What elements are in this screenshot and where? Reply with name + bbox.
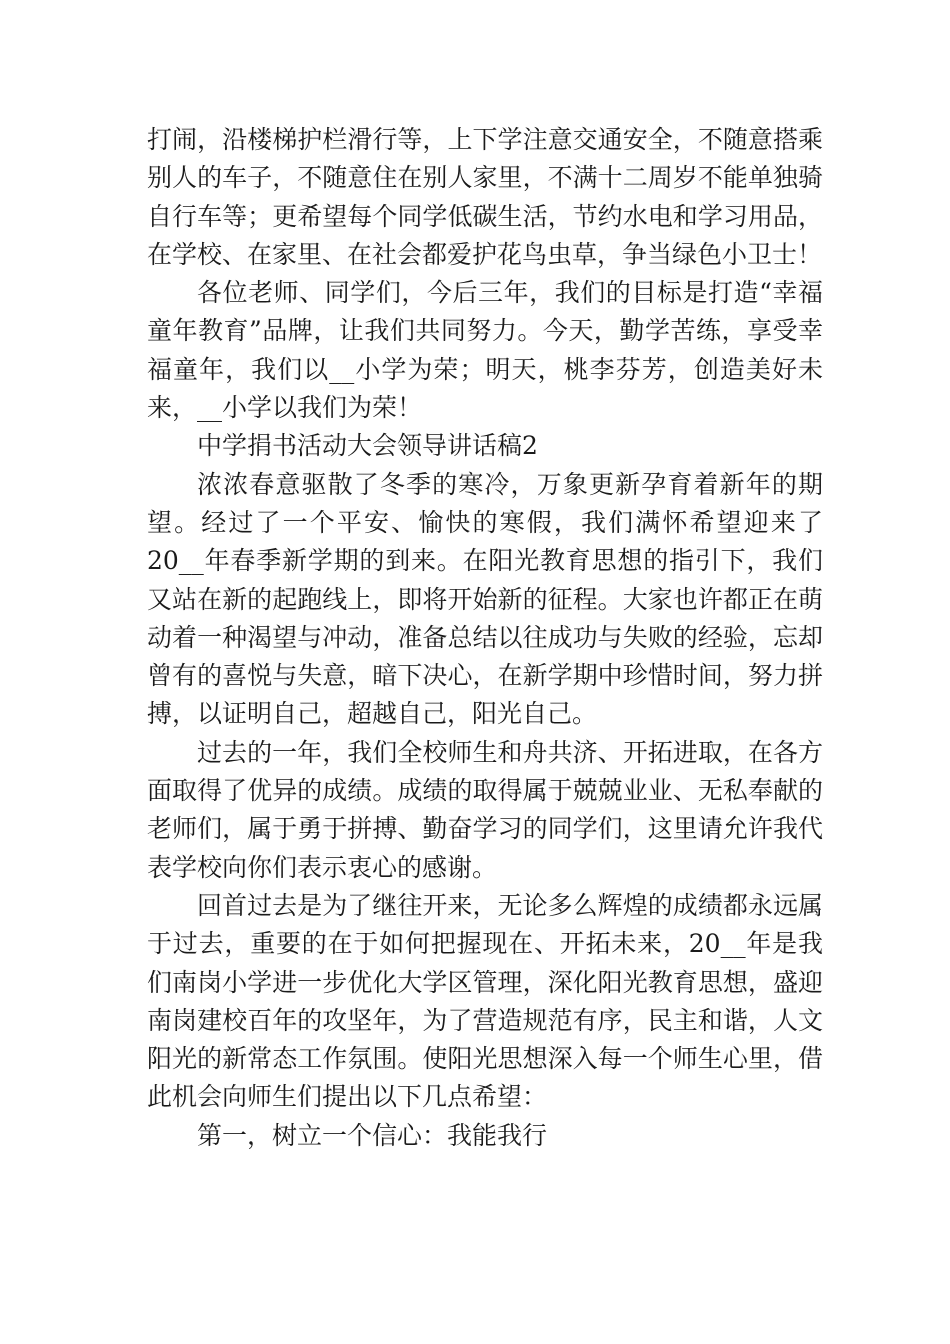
paragraph-outlook: 回首过去是为了继往开来，无论多么辉煌的成绩都永远属于过去，重要的在于如何把握现在、开拓未来，20__年是我们南岗小学进一步优化大学区管理，深化阳光教育思想，盛迎南岗建校百年的攻坚年，为了营造规范有序，民主和谐，人文阳光的新常态工作氛围。使阳光思想深入每一个师生心里，借此机会向师生们提出以下几点希望： xyxy=(147,890,823,1112)
paragraph-point-one: 第一，树立一个信心：我能我行 xyxy=(197,1120,548,1150)
paragraph-review: 过去的一年，我们全校师生和舟共济、开拓进取，在各方面取得了优异的成绩。成绩的取得属于兢兢业业、无私奉献的老师们，属于勇于拼搏、勤奋学习的同学们，这里请允许我代表学校向你们表示衷心的感谢。 xyxy=(147,737,823,882)
section-title: 中学捐书活动大会领导讲话稿2 xyxy=(197,431,538,461)
paragraph-closing: 各位老师、同学们，今后三年，我们的目标是打造“幸福童年教育”品牌，让我们共同努力。今天，勤学苦练，享受幸福童年，我们以__小学为荣；明天，桃李芬芳，创造美好未来，__小学以我们为荣！ xyxy=(147,278,823,423)
paragraph-continuation: 打闹，沿楼梯护栏滑行等，上下学注意交通安全，不随意搭乘别人的车子，不随意住在别人家里，不满十二周岁不能单独骑自行车等；更希望每个同学低碳生活，节约水电和学习用品，在学校、在家里、在社会都爱护花鸟虫草，争当绿色小卫士！ xyxy=(147,125,823,269)
paragraph-intro: 浓浓春意驱散了冬季的寒冷，万象更新孕育着新年的期望。经过了一个平安、愉快的寒假，我们满怀希望迎来了20__年春季新学期的到来。在阳光教育思想的指引下，我们又站在新的起跑线上，即将开始新的征程。大家也许都正在萌动着一种渴望与冲动，准备总结以往成功与失败的经验，忘却曾有的喜悦与失意，暗下决心，在新学期中珍惜时间，努力拼搏，以证明自己，超越自己，阳光自己。 xyxy=(147,469,823,729)
document-body xyxy=(147,121,823,1155)
